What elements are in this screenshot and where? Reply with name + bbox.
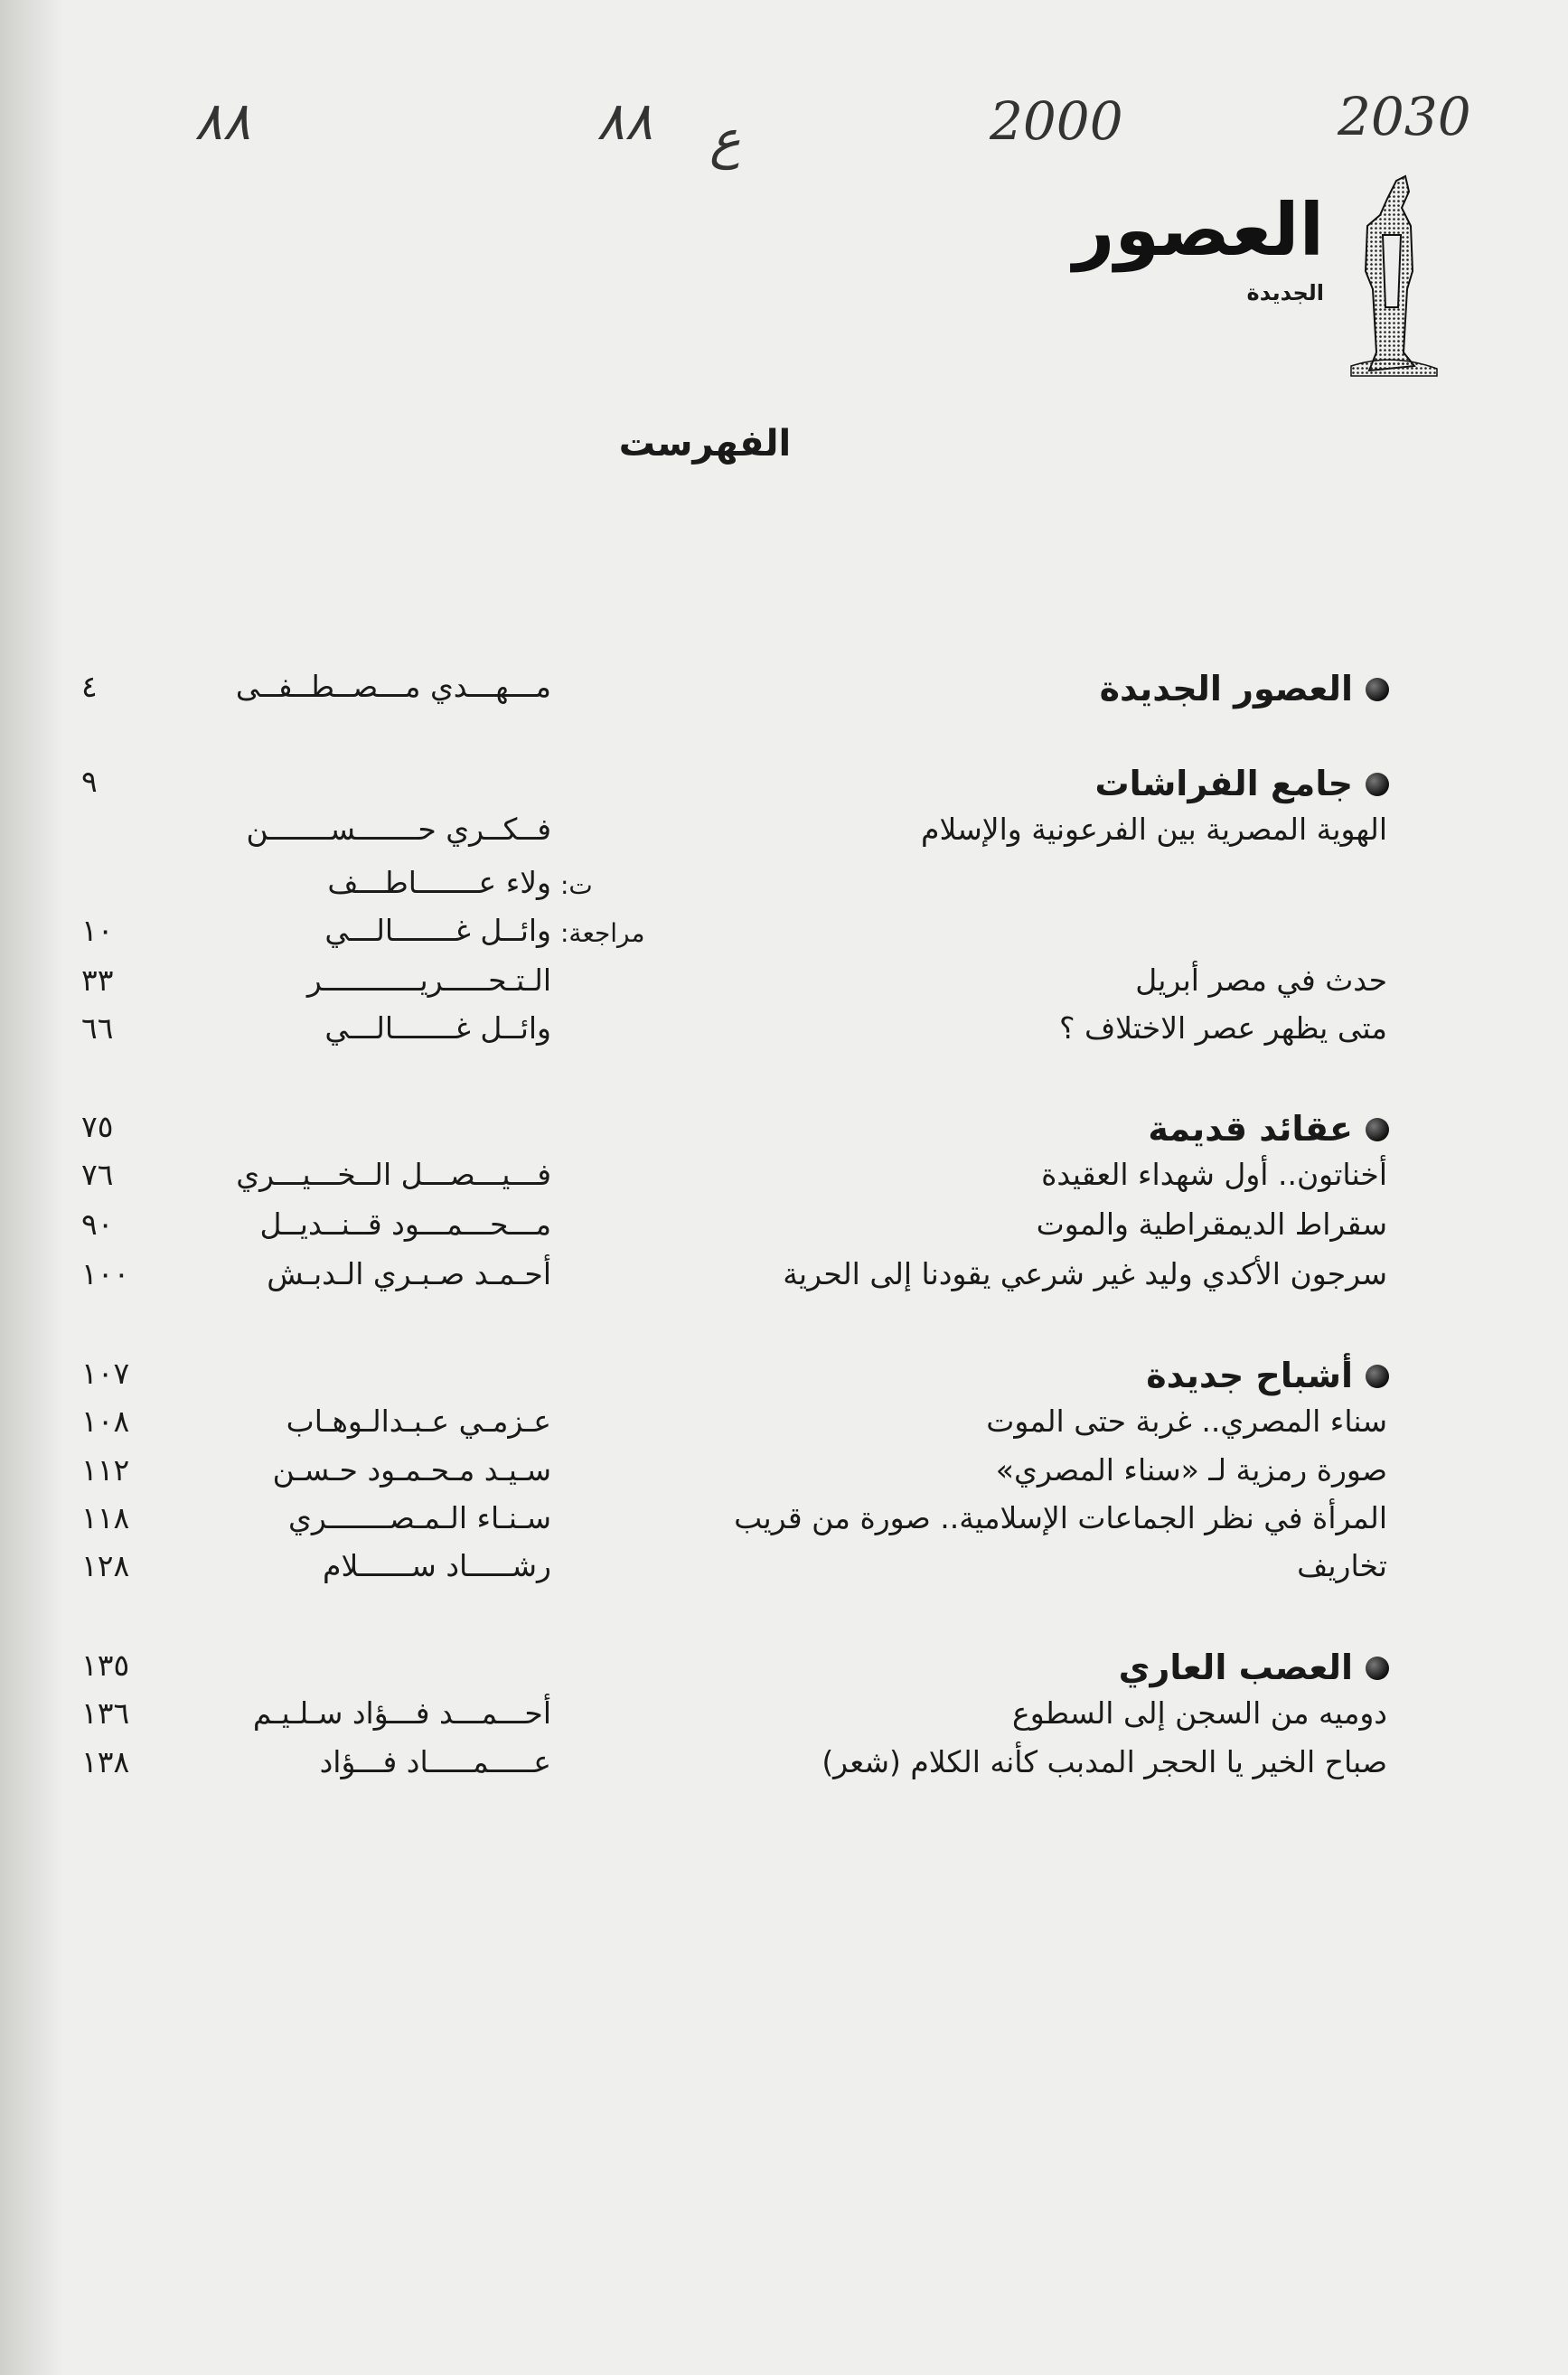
- toc-section-row: [0, 764, 1568, 814]
- toc-entry-author: عـزمـي عـبـدالـوهـاب: [286, 1403, 551, 1439]
- toc-entry-title: العصب العاري: [1118, 1647, 1353, 1687]
- toc-entry-page: ٤: [81, 669, 98, 704]
- toc-entry-page: ٩٠: [81, 1206, 114, 1242]
- toc-entry-author: فــكــري حـــــــســـــــن: [246, 812, 551, 847]
- toc-entry-row: [0, 812, 1568, 862]
- section-bullet-icon: [1366, 773, 1389, 796]
- toc-entry-page: ٣٣: [81, 962, 114, 998]
- toc-entry-title: دوميه من السجن إلى السطوع: [1012, 1695, 1387, 1731]
- section-bullet-icon: [1366, 678, 1389, 701]
- toc-entry-author: عـــــمـــــاد فـــؤاد: [319, 1744, 551, 1779]
- toc-entry-author: مـــحـــمـــود قــنــديــل: [259, 1206, 551, 1242]
- toc-entry-row: [0, 913, 1568, 963]
- toc-entry-row: [0, 1403, 1568, 1454]
- toc-entry-author: مـــهـــدي مـــصــطــفــى: [235, 669, 551, 704]
- toc-entry-page: ١٠: [81, 913, 114, 948]
- toc-entry-role: مراجعة:: [560, 918, 645, 948]
- toc-entry-row: [0, 1744, 1568, 1795]
- handwritten-note-left: ٨٨: [194, 90, 251, 152]
- toc-entry-row: [0, 1500, 1568, 1551]
- toc-entry-row: [0, 1695, 1568, 1746]
- toc-entry-page: ٩: [81, 764, 98, 799]
- toc-entry-title: صورة رمزية لـ «سناء المصري»: [995, 1452, 1387, 1488]
- toc-entry-page: ٦٦: [81, 1010, 114, 1046]
- toc-entry-page: ٧٥: [81, 1109, 114, 1144]
- toc-entry-title: جامع الفراشات: [1094, 764, 1353, 803]
- toc-entry-title: العصور الجديدة: [1099, 669, 1353, 709]
- toc-entry-row: [0, 962, 1568, 1013]
- toc-entry-author: وائــل غـــــــالـــي: [324, 1010, 551, 1046]
- toc-entry-row: [0, 1157, 1568, 1207]
- section-bullet-icon: [1366, 1118, 1389, 1141]
- toc-entry-title: الهوية المصرية بين الفرعونية والإسلام: [921, 812, 1387, 847]
- statue-figure-icon: [1333, 172, 1451, 380]
- toc-entry-row: [0, 1256, 1568, 1307]
- handwritten-note-number: ٨٨: [596, 90, 653, 152]
- toc-entry-row: [0, 1206, 1568, 1257]
- toc-entry-author: ولاء عـــــــاطـــف: [327, 865, 551, 900]
- toc-section-row: [0, 1356, 1568, 1406]
- toc-entry-title: سناء المصري.. غربة حتى الموت: [986, 1403, 1387, 1439]
- toc-entry-row: [0, 1548, 1568, 1599]
- magazine-logo: [1073, 172, 1451, 380]
- toc-entry-title: عقائد قديمة: [1148, 1109, 1353, 1149]
- toc-entry-page: ١٢٨: [81, 1548, 130, 1583]
- toc-entry-title: تخاريف: [1297, 1548, 1387, 1583]
- toc-entry-page: ١١٢: [81, 1452, 130, 1488]
- toc-entry-page: ٧٦: [81, 1157, 114, 1192]
- toc-entry-row: [0, 1452, 1568, 1503]
- toc-entry-title: سرجون الأكدي وليد غير شرعي يقودنا إلى الحرية: [783, 1256, 1387, 1291]
- toc-entry-author: سـنـاء الـمـصـــــــري: [288, 1500, 551, 1535]
- toc-entry-title: متى يظهر عصر الاختلاف ؟: [1058, 1010, 1387, 1046]
- toc-section-row: [0, 1647, 1568, 1698]
- toc-entry-author: رشـــــاد ســــــلام: [323, 1548, 551, 1583]
- logo-subtitle: الجديدة: [1246, 280, 1324, 305]
- toc-entry-author: فـــيـــصـــل الــخـــيـــري: [236, 1157, 551, 1192]
- toc-entry-page: ١٠٨: [81, 1403, 130, 1439]
- toc-entry-title: المرأة في نظر الجماعات الإسلامية.. صورة من قريب: [734, 1500, 1387, 1535]
- toc-entry-author: سـيـد مـحـمـود حـسـن: [272, 1452, 551, 1488]
- toc-entry-title: صباح الخير يا الحجر المدبب كأنه الكلام (شعر): [822, 1744, 1387, 1779]
- toc-entry-author: وائــل غـــــــالـــي: [324, 913, 551, 948]
- toc-entry-title: أشباح جديدة: [1146, 1356, 1353, 1395]
- toc-entry-page: ١٣٦: [81, 1695, 130, 1731]
- toc-section-row: [0, 1109, 1568, 1159]
- toc-entry-page: ١٣٥: [81, 1647, 130, 1683]
- toc-entry-page: ١٠٠: [81, 1256, 130, 1291]
- toc-entry-author: أحـمـد صـبـري الـدبـش: [267, 1256, 551, 1291]
- toc-entry-row: [0, 1010, 1568, 1061]
- toc-entry-page: ١٣٨: [81, 1744, 130, 1779]
- section-bullet-icon: [1366, 1365, 1389, 1388]
- handwritten-note-code: 2030: [1338, 86, 1471, 147]
- toc-entry-author: الـتـحـــــريـــــــــــر: [306, 962, 551, 998]
- toc-entry-title: أخناتون.. أول شهداء العقيدة: [1041, 1157, 1387, 1192]
- handwritten-note-letter: ع: [709, 108, 741, 170]
- toc-section-row: [0, 669, 1568, 719]
- toc-entry-page: ١٠٧: [81, 1356, 130, 1391]
- section-bullet-icon: [1366, 1657, 1389, 1680]
- logo-title: العصور: [1073, 188, 1324, 272]
- toc-entry-title: سقراط الديمقراطية والموت: [1036, 1206, 1387, 1242]
- toc-title: الفهرست: [618, 423, 792, 465]
- toc-entry-role: ت:: [560, 870, 593, 900]
- handwritten-note-year: 2000: [990, 90, 1123, 152]
- toc-entry-author: أحـــمـــد فـــؤاد سـلـيـم: [252, 1695, 551, 1731]
- toc-entry-page: ١١٨: [81, 1500, 130, 1535]
- toc-entry-title: حدث في مصر أبريل: [1135, 962, 1387, 998]
- toc-entry-row: [0, 865, 1568, 915]
